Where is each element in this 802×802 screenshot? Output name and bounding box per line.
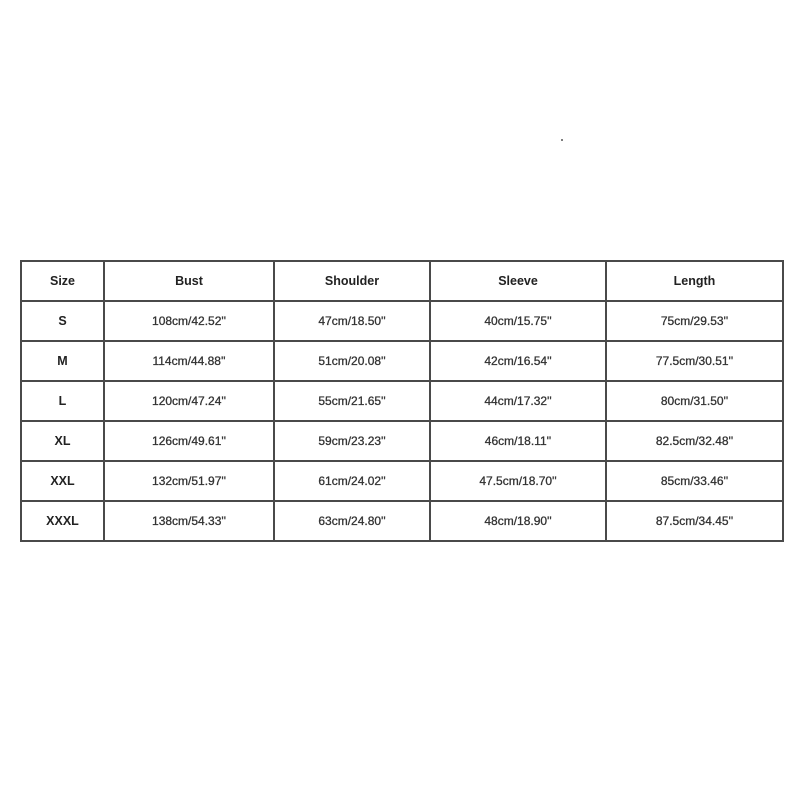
shoulder-cell: 59cm/23.23'' [274, 421, 430, 461]
bust-cell: 132cm/51.97'' [104, 461, 274, 501]
sleeve-cell: 46cm/18.11'' [430, 421, 606, 461]
header-size: Size [21, 261, 104, 301]
length-cell: 82.5cm/32.48'' [606, 421, 783, 461]
sleeve-cell: 40cm/15.75'' [430, 301, 606, 341]
size-cell: L [21, 381, 104, 421]
sleeve-cell: 44cm/17.32'' [430, 381, 606, 421]
length-cell: 85cm/33.46'' [606, 461, 783, 501]
header-row [21, 261, 783, 301]
table-row [21, 341, 783, 381]
table-row [21, 301, 783, 341]
bust-cell: 138cm/54.33'' [104, 501, 274, 541]
header-length: Length [606, 261, 783, 301]
size-cell: M [21, 341, 104, 381]
sleeve-cell: 42cm/16.54'' [430, 341, 606, 381]
shoulder-cell: 61cm/24.02'' [274, 461, 430, 501]
size-cell: XL [21, 421, 104, 461]
bust-cell: 108cm/42.52'' [104, 301, 274, 341]
shoulder-cell: 47cm/18.50'' [274, 301, 430, 341]
length-cell: 75cm/29.53'' [606, 301, 783, 341]
size-chart-table [20, 260, 784, 542]
bust-cell: 126cm/49.61'' [104, 421, 274, 461]
size-cell: XXXL [21, 501, 104, 541]
length-cell: 87.5cm/34.45'' [606, 501, 783, 541]
sleeve-cell: 47.5cm/18.70'' [430, 461, 606, 501]
size-cell: XXL [21, 461, 104, 501]
length-cell: 80cm/31.50'' [606, 381, 783, 421]
table-row [21, 421, 783, 461]
sleeve-cell: 48cm/18.90'' [430, 501, 606, 541]
bust-cell: 114cm/44.88'' [104, 341, 274, 381]
length-cell: 77.5cm/30.51'' [606, 341, 783, 381]
header-bust: Bust [104, 261, 274, 301]
header-shoulder: Shoulder [274, 261, 430, 301]
table-row [21, 381, 783, 421]
shoulder-cell: 63cm/24.80'' [274, 501, 430, 541]
header-sleeve: Sleeve [430, 261, 606, 301]
shoulder-cell: 51cm/20.08'' [274, 341, 430, 381]
shoulder-cell: 55cm/21.65'' [274, 381, 430, 421]
table-row [21, 461, 783, 501]
decorative-dot [561, 139, 563, 141]
bust-cell: 120cm/47.24'' [104, 381, 274, 421]
size-cell: S [21, 301, 104, 341]
table-row [21, 501, 783, 541]
